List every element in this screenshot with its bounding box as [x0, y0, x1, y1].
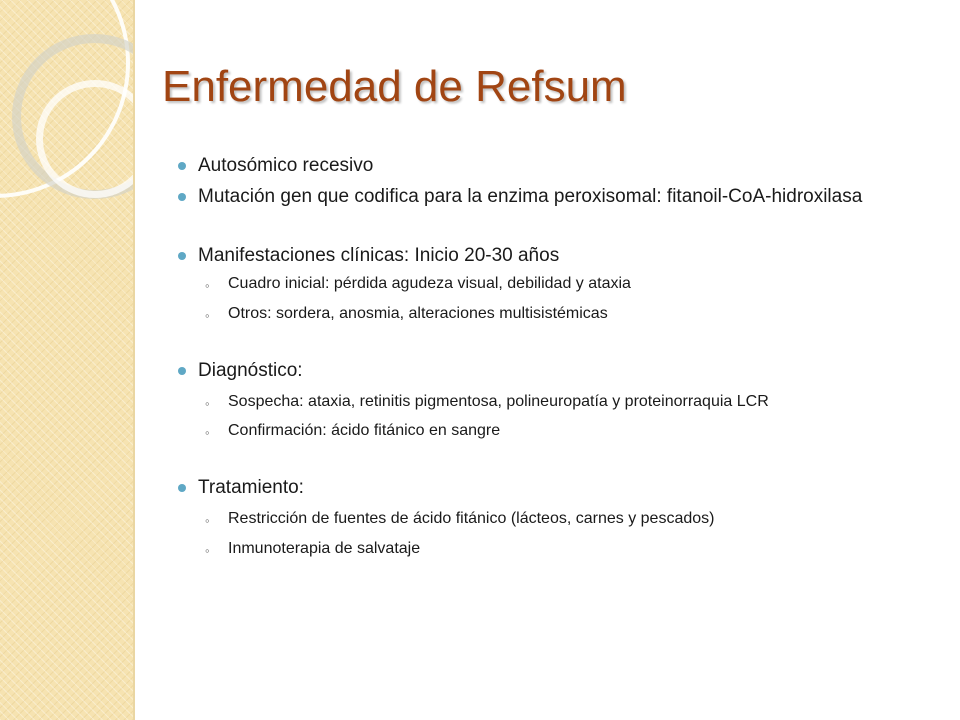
- bullet-dot-icon: [178, 484, 186, 492]
- bullet-text: Tratamiento:: [198, 477, 304, 498]
- bullet-dot-icon: [178, 367, 186, 375]
- slide-content: [178, 155, 918, 558]
- bullet-dot-icon: [178, 252, 186, 260]
- bullet-item: [178, 155, 918, 177]
- bullet-dot-icon: [178, 193, 186, 201]
- sub-bullet-item: [178, 540, 918, 558]
- bullet-text: Manifestaciones clínicas: Inicio 20-30 años: [198, 245, 560, 266]
- bullet-dot-icon: [178, 162, 186, 170]
- sub-bullet-text: Otros: sordera, anosmia, alteraciones multisistémicas: [228, 305, 608, 322]
- sub-bullet-text: Restricción de fuentes de ácido fitánico (lácteos, carnes y pescados): [228, 510, 715, 527]
- sub-bullet-item: [178, 275, 918, 293]
- ring-bullet-icon: ◦: [205, 543, 210, 558]
- sub-bullet-item: [178, 422, 918, 440]
- sub-bullet-text: Inmunoterapia de salvataje: [228, 540, 421, 557]
- ring-bullet-icon: ◦: [205, 396, 210, 411]
- bullet-text: Mutación gen que codifica para la enzima peroxisomal: fitanoil-CoA-hidroxilasa: [198, 186, 863, 207]
- ring-bullet-icon: ◦: [205, 278, 210, 293]
- slide-title: Enfermedad de Refsum: [162, 62, 627, 111]
- bullet-item: [178, 245, 918, 267]
- bullet-item: [178, 360, 918, 382]
- bullet-item: [178, 477, 918, 499]
- ring-bullet-icon: ◦: [205, 425, 210, 440]
- bullet-text: Autosómico recesivo: [198, 155, 374, 176]
- bullet-text: Diagnóstico:: [198, 360, 303, 381]
- sub-bullet-item: [178, 510, 918, 528]
- sub-bullet-text: Sospecha: ataxia, retinitis pigmentosa, polineuropatía y proteinorraquia LCR: [228, 393, 769, 410]
- sub-bullet-text: Cuadro inicial: pérdida agudeza visual, debilidad y ataxia: [228, 275, 631, 292]
- ring-bullet-icon: ◦: [205, 308, 210, 323]
- decorative-side-strip: [0, 0, 135, 720]
- bullet-item: [178, 186, 918, 208]
- sub-bullet-item: [178, 305, 918, 323]
- sub-bullet-text: Confirmación: ácido fitánico en sangre: [228, 422, 501, 439]
- ring-bullet-icon: ◦: [205, 513, 210, 528]
- sub-bullet-item: [178, 393, 928, 411]
